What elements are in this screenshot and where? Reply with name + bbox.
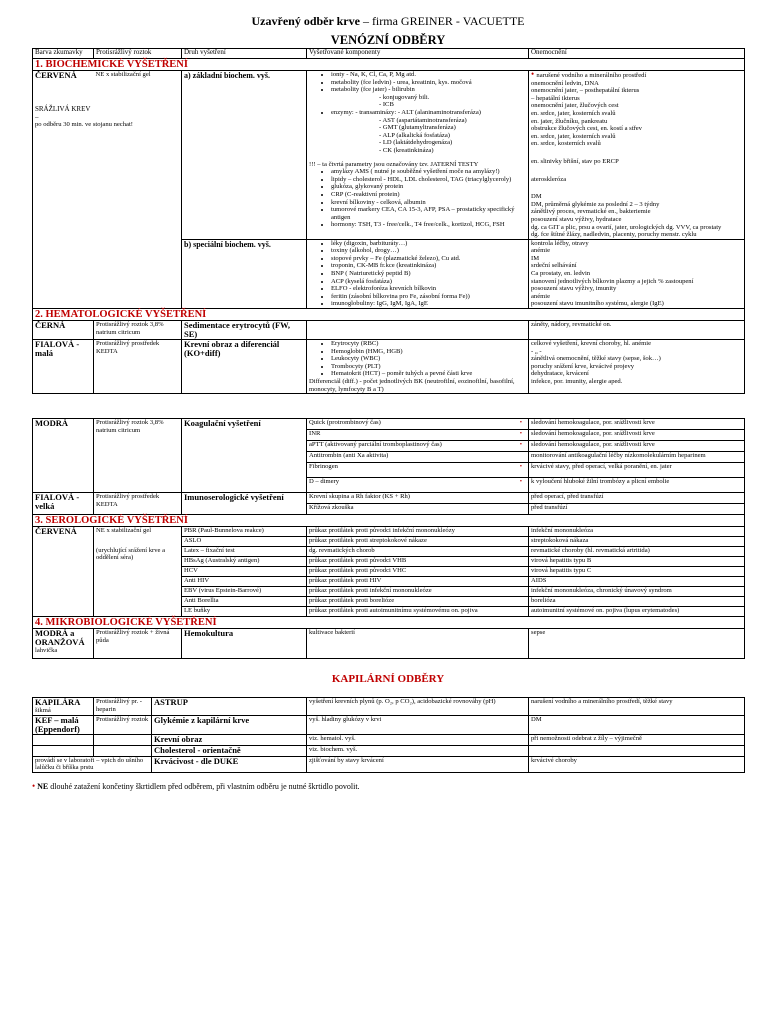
footer-text: dlouhé zatažení končetiny škrtidlem před odběrem, při vlastním odběru je nutné škrtidlo povolit. bbox=[48, 781, 360, 791]
disease-cell: krvácivé stavy, před operací, velká poranění, en. jater bbox=[529, 463, 745, 478]
disease-item: IM bbox=[531, 254, 540, 262]
col-components-header: Vyšetřované komponenty bbox=[307, 49, 529, 59]
component-item: - CK (kreatinkináza) bbox=[379, 146, 434, 154]
tube-cell bbox=[33, 715, 94, 734]
capillary-row bbox=[33, 734, 745, 745]
anticoag-cell: Protisrážlivý prostředek KEDTA bbox=[94, 493, 182, 515]
disease-item: infekce, por. imunity, alergie aped. bbox=[531, 378, 623, 385]
component-item: - ALP (alkalická fosfatáza) bbox=[379, 131, 450, 139]
tube-color-2: lahvička bbox=[35, 647, 58, 655]
clot-note-2: po odběru 30 min. ve stojanu nechat! bbox=[35, 121, 133, 129]
tube-cell bbox=[33, 527, 94, 617]
disease-special bbox=[529, 239, 745, 308]
section-label: 2. HEMATOLOGICKÉ VYŠETŘENÍ bbox=[33, 309, 745, 321]
disease-item: • narušené vodního a minerálního prostředí bbox=[531, 69, 647, 79]
tube-color: FIALOVÁ - malá bbox=[35, 339, 80, 359]
component-cell: průkaz protilátek proti streptokokové nákaze bbox=[307, 537, 529, 547]
component-cell bbox=[307, 321, 529, 340]
disease-cell bbox=[529, 321, 745, 340]
clot-note: SRÁŽLIVÁ KREV – bbox=[35, 105, 91, 121]
disease-item: celkové vyšetření, krevní choroby, hl. anémie bbox=[531, 340, 652, 348]
bullet-icon bbox=[515, 493, 529, 504]
disease-cell: před operací, před transfúzí bbox=[529, 493, 745, 504]
capillary-title: KAPILÁRNÍ ODBĚRY bbox=[331, 673, 445, 686]
exam-cell: Glykémie z kapilární krve bbox=[152, 715, 307, 734]
component-item: - AST (aspartátaminotransferáza) bbox=[379, 116, 467, 124]
component-item: • metabolity (fce jater) - bilirubin bbox=[331, 86, 526, 94]
exam-cell: LE buňky bbox=[182, 607, 307, 617]
title-bold: Uzavřený odběr krve bbox=[251, 14, 360, 28]
component-cell: průkaz protilátek proti infekční mononukleóze bbox=[307, 587, 529, 597]
disease-item: zánětlivý proces, revmatické en., bakteriemie bbox=[531, 208, 651, 216]
component-cell: zjišťování by stavy krvácení bbox=[307, 756, 529, 772]
disease-cell: infekční mononukleóza, chronický únavový syndrom bbox=[529, 587, 745, 597]
section-label: 4. MIKROBIOLOGICKÉ VYŠETŘENÍ bbox=[33, 617, 745, 629]
capillary-row bbox=[33, 745, 745, 756]
exam-cell: PBR (Paul-Bunnelova reakce) bbox=[182, 527, 307, 537]
disease-item: dg. ca GIT a plic, prsu a ovarií, jater, urologických dg. VVV, ca prostaty bbox=[531, 223, 722, 231]
component-item: • amylázy AMS ( nutné je souběžné vyšetření moče na amylázy!) bbox=[331, 168, 526, 176]
tube-color: KEF – malá (Eppendorf) bbox=[35, 714, 80, 734]
coag-rows bbox=[33, 419, 745, 515]
disease-item: en. slinivky břišní, stav po ERCP bbox=[531, 157, 619, 165]
disease-cell: virová hepatitis typu B bbox=[529, 557, 745, 567]
anticoag-cell bbox=[94, 745, 152, 756]
exam-cell: Cholesterol - orientačně bbox=[152, 745, 307, 756]
col-exam-header: Druh vyšetření bbox=[182, 49, 307, 59]
disease-cell: monitorování antikoagulační léčby nízkomolekulárním heparinem bbox=[529, 452, 745, 463]
coag-row bbox=[33, 493, 745, 504]
component-item: • lipidy – cholesterol - HDL, LDL cholesterol, TAG (triacylglyceroly) bbox=[331, 176, 526, 184]
tube-cell bbox=[33, 698, 94, 716]
disease-item: anémie bbox=[531, 292, 551, 300]
exam-cell: HCV bbox=[182, 567, 307, 577]
exam-cell: Koagulační vyšetření bbox=[182, 419, 307, 493]
component-item: • CRP (C-reaktivní protein) bbox=[331, 191, 526, 199]
component-cell: kultivace bakterií bbox=[307, 629, 529, 659]
section-biochem bbox=[33, 59, 745, 71]
disease-item: srdeční selhávání bbox=[531, 262, 577, 270]
disease-item: dg. fce štítné žlázy, nadledvin, placenty, poruchy menstr. cyklu bbox=[531, 231, 697, 239]
component-cell: D – dimery bbox=[307, 478, 515, 493]
col-anticoag-header: Protisrážlivý roztok bbox=[94, 49, 182, 59]
disease-item: DM bbox=[531, 193, 542, 201]
exam-cell: Hemokultura bbox=[182, 629, 307, 659]
disease-cell: infekční mononukleóza bbox=[529, 527, 745, 537]
disease-item: onemocnění jater, – posthepatální ikterus bbox=[531, 87, 640, 95]
exam-basic: a) základní biochem. vyš. bbox=[182, 71, 307, 240]
disease-cell: borelióza bbox=[529, 597, 745, 607]
tube-color-2: šikmá bbox=[35, 707, 51, 715]
component-item: • stopové prvky – Fe (plazmatické železo), Cu atd. bbox=[331, 255, 526, 263]
exam-cell: Krvácivost - dle DUKE bbox=[152, 756, 307, 772]
bullet-icon: • bbox=[515, 441, 529, 452]
component-cell: dg. revmatických chorob bbox=[307, 547, 529, 557]
hematology-row bbox=[33, 321, 745, 340]
capillary-table bbox=[32, 697, 745, 773]
bullet-icon: • bbox=[32, 780, 36, 791]
tube-color: ČERVENÁ bbox=[35, 70, 77, 80]
tube-cell bbox=[33, 756, 152, 772]
disease-cell: krvácivé choroby bbox=[529, 756, 745, 772]
anticoag-cell: Protisrážlivý roztok 3,8% natrium citricum bbox=[94, 321, 182, 340]
components-basic bbox=[307, 71, 529, 240]
component-cell: průkaz protilátek proti původci VHB bbox=[307, 557, 529, 567]
component-item: • tumorové markery CEA, CA 15-3, AFP, PSA – prostaticky specifický antigen bbox=[331, 206, 526, 221]
disease-item: – hepatální ikterus bbox=[531, 94, 580, 102]
disease-cell: streptokoková nákaza bbox=[529, 537, 745, 547]
disease-item: en. srdce, jater, kosterních svalů bbox=[531, 109, 616, 117]
tube-color: MODRÁ a ORANŽOVÁ bbox=[35, 628, 85, 648]
col-disease-header: Onemocnění bbox=[529, 49, 745, 59]
anticoag-cell: Protisrážlivý roztok bbox=[94, 715, 152, 734]
disease-item: posouzení stavu výživy, imunity bbox=[531, 285, 617, 293]
component-item: • hormony: TSH, T3 - free/celk., T4 free/celk., kortizol, HCG, FSH bbox=[331, 221, 526, 229]
exam-cell: Latex – fixační test bbox=[182, 547, 307, 557]
disease-item: en. srdce, jater, kosterních svalů bbox=[531, 132, 616, 140]
special-component-list bbox=[309, 240, 526, 308]
serology-rows bbox=[33, 527, 745, 617]
component-cell: Křížová zkouška bbox=[307, 504, 515, 515]
exam-cell: EBV (virus Epstein-Barrové) bbox=[182, 587, 307, 597]
disease-item: en. jater, žlučníku, pankreatu bbox=[531, 117, 608, 125]
microbiology-row bbox=[33, 629, 745, 659]
anticoag-cell: Protisrážlivý prostředek KEDTA bbox=[94, 340, 182, 394]
header-row bbox=[33, 49, 745, 59]
disease-item: Ca prostaty, en. ledvin bbox=[531, 270, 591, 278]
tube-color: KAPILÁRA bbox=[35, 697, 81, 708]
bullet-icon: • bbox=[515, 419, 529, 430]
component-item: - LD (laktátdehydrogenáza) bbox=[379, 139, 453, 147]
component-item: • Erytrocyty (RBC) bbox=[331, 340, 526, 348]
component-item: • Leukocyty (WBC) bbox=[331, 355, 526, 363]
document-subtitle: VENÓZNÍ ODBĚRY bbox=[330, 33, 446, 47]
tube-cell bbox=[33, 734, 94, 745]
anticoag-cell: NE x stabilizační gel bbox=[94, 71, 182, 309]
disease-cell: při nemožnosti odebrat z žíly – výjimečně bbox=[529, 734, 745, 745]
exam-cell: Krevní obraz bbox=[152, 734, 307, 745]
disease-item: dehydratace, krvácení bbox=[531, 370, 589, 378]
disease-cell: sledování hemokoagulace, por. srážlivosti krve bbox=[529, 441, 745, 452]
disease-item: anémie bbox=[531, 247, 551, 255]
disease-item: záněty, nádory, revmatické on. bbox=[531, 321, 612, 329]
anticoag-cell bbox=[94, 734, 152, 745]
anticoag-cell: Protisrážlivý pr. - heparin bbox=[94, 698, 152, 716]
component-item: • krevní bílkoviny - celková, albumin bbox=[331, 199, 526, 207]
component-item: • troponin, CK-MB fr.kce (kreatinkináza) bbox=[331, 262, 526, 270]
bullet-icon: • bbox=[515, 478, 529, 493]
component-item: • Hemoglobin (HMG, HGB) bbox=[331, 348, 526, 356]
tube-cell bbox=[33, 340, 94, 394]
tube-color: FIALOVÁ - velká bbox=[35, 492, 80, 512]
components-special bbox=[307, 239, 529, 308]
venous-table bbox=[32, 48, 745, 394]
component-cell: vyšetření krevních plynů (p. O₂, p CO₂), acidobazické rovnováhy (pH) bbox=[307, 698, 529, 716]
component-cell: vyš. hladiny glukózy v krvi bbox=[307, 715, 529, 734]
anticoag-text: NE x stabilizační gel bbox=[96, 527, 152, 535]
component-cell: průkaz protilátek proti autoimunitnímu systémovému on. pojiva bbox=[307, 607, 529, 617]
document-title bbox=[32, 14, 744, 29]
anticoag-cell: Protisrážlivý roztok + živná půda bbox=[94, 629, 182, 659]
exam-cell: Anti HIV bbox=[182, 577, 307, 587]
tube-cell bbox=[33, 493, 94, 515]
exam-cell: Anti Borellia bbox=[182, 597, 307, 607]
title-rest: – firma GREINER - VACUETTE bbox=[359, 14, 525, 28]
col-tube-header: Barva zkumavky bbox=[33, 49, 94, 59]
disease-cell bbox=[529, 745, 745, 756]
component-item: !!! – ta čtvrtá parametry jsou označovány tzv. JATERNÍ TESTY bbox=[309, 160, 479, 168]
disease-item: poruchy srážení krve, krvácivé projevy bbox=[531, 362, 635, 370]
component-cell: Antitrombin (anti Xa aktivita) bbox=[307, 452, 515, 463]
exam-cell: ASLO bbox=[182, 537, 307, 547]
disease-cell bbox=[529, 340, 745, 394]
component-item: - ICB bbox=[379, 101, 394, 109]
disease-item: zánětlivá onemocnění, těžké stavy (sepse, šok…) bbox=[531, 355, 661, 363]
component-cell: průkaz protilátek proti HIV bbox=[307, 577, 529, 587]
component-item: • glukóza, glykovaný protein bbox=[331, 183, 526, 191]
component-item: • léky (digoxin, barbituráty…) bbox=[331, 240, 526, 248]
disease-cell: sledování hemokoagulace, por. srážlivosti krve bbox=[529, 419, 745, 430]
tube-cell bbox=[33, 419, 94, 493]
capillary-rows bbox=[33, 698, 745, 773]
component-item: • BNP ( Natriuretický peptid B) bbox=[331, 270, 526, 278]
disease-item: obstrukce žlučových cest, en. kostí a střev bbox=[531, 125, 642, 133]
component-cell: viz. hematol. vyš. bbox=[307, 734, 529, 745]
component-cell: Fibrinogen bbox=[307, 463, 515, 478]
disease-item: onemocnění jater, žlučových cest bbox=[531, 102, 619, 110]
disease-item: stanovení jednotlivých bílkovin plazmy a jejich % zastoupení bbox=[531, 277, 694, 285]
exam-cell: Krevní obraz a diferenciál (KO+diff) bbox=[182, 340, 307, 394]
exam-special: b) speciální biochem. vyš. bbox=[182, 239, 307, 308]
section-microbiology bbox=[33, 617, 745, 629]
exam-cell: Sedimentace erytrocytů (FW, SE) bbox=[182, 321, 307, 340]
anticoag-note: (urychlující srážení krve a oddělení séra) bbox=[96, 546, 166, 562]
exam-cell: ASTRUP bbox=[152, 698, 307, 716]
section-hematology bbox=[33, 309, 745, 321]
anticoag-cell: Protisrážlivý roztok 3,8% natrium citricum bbox=[94, 419, 182, 493]
coag-table bbox=[32, 418, 745, 659]
disease-item: posouzení stavu výživy, hydratace bbox=[531, 215, 622, 223]
component-cell: Quick (protrombinový čas) bbox=[307, 419, 515, 430]
component-item: • Hematokrit (HCT) – poměr tuhých a pevné části krve bbox=[331, 370, 526, 378]
component-cell: průkaz protilátek proti původci infekční mononukleózy bbox=[307, 527, 529, 537]
exam-cell: Imunoserologické vyšetření bbox=[182, 493, 307, 515]
component-item: • ACP (kyselá fosfatáza) bbox=[331, 278, 526, 286]
tube-cell bbox=[33, 629, 94, 659]
component-item: - GMT (glutamyltransferáza) bbox=[379, 124, 456, 132]
component-item: • Trombocyty (PLT) bbox=[331, 363, 526, 371]
component-cell: Krevní skupina a Rh faktor (KS + Rh) bbox=[307, 493, 515, 504]
disease-cell: AIDS bbox=[529, 577, 745, 587]
disease-item: ateroskleróza bbox=[531, 175, 567, 183]
component-item: • toxiny (alkohol, drogy…) bbox=[331, 247, 526, 255]
anticoag-cell bbox=[94, 527, 182, 617]
component-cell: průkaz protilátek proti původci VHC bbox=[307, 567, 529, 577]
disease-cell: DM bbox=[529, 715, 745, 734]
hematology-rows bbox=[33, 321, 745, 394]
footer-note bbox=[32, 781, 744, 791]
component-item: • imunoglobuliny: IgG, IgM, IgA, IgE bbox=[331, 300, 526, 308]
section-serology bbox=[33, 515, 745, 527]
disease-cell: před transfúzí bbox=[529, 504, 745, 515]
capillary-row bbox=[33, 698, 745, 716]
special-disease-list bbox=[531, 240, 742, 308]
document-page bbox=[32, 14, 744, 791]
disease-item: en. srdce, kosterních svalů bbox=[531, 140, 601, 148]
tube-cell bbox=[33, 321, 94, 340]
procedure-note: provádí se v laboratoři – vpich do ušního lalůčku či bříška prstu bbox=[35, 756, 144, 772]
tube-color: ČERNÁ bbox=[35, 320, 66, 331]
footer-bold: NE bbox=[37, 781, 49, 791]
tube-color: ČERVENÁ bbox=[35, 526, 77, 537]
tube-cell bbox=[33, 745, 94, 756]
disease-item: posouzení stavu imunitního systému, alergie (IgE) bbox=[531, 300, 664, 308]
basic-component-list bbox=[309, 71, 526, 229]
component-cell: aPTT (aktivovaný parciální tromboplastinový čas) bbox=[307, 441, 515, 452]
disease-item: - „ - bbox=[531, 347, 542, 355]
capillary-row bbox=[33, 756, 745, 772]
component-item: • feritin (zásobní bílkovina pro Fe, zásobní forma Fe)) bbox=[331, 293, 526, 301]
basic-disease-list bbox=[531, 71, 742, 239]
bullet-icon: • bbox=[531, 69, 537, 79]
component-cell: viz. biochem. vyš. bbox=[307, 745, 529, 756]
component-list bbox=[309, 340, 526, 378]
bullet-icon: • bbox=[515, 430, 529, 441]
tube-color: MODRÁ bbox=[35, 418, 69, 429]
disease-cell: autoimunitní systémové on. pojiva (lupus erytematodes) bbox=[529, 607, 745, 617]
bullet-icon bbox=[515, 504, 529, 515]
disease-basic bbox=[529, 71, 745, 240]
disease-item: DM, průměrná glykémie za poslední 2 – 3 týdny bbox=[531, 200, 660, 208]
component-tail: Differenciál (diff.) - počet jednotlivých BK (neutrofilní, eozinofilní, basofilní, monocyty, lymfocyty B a T) bbox=[309, 378, 515, 393]
component-cell: INR bbox=[307, 430, 515, 441]
coag-row bbox=[33, 419, 745, 430]
disease-cell: virová hepatitis typu C bbox=[529, 567, 745, 577]
section-label: 1. BIOCHEMICKÉ VYŠETŘENÍ bbox=[33, 59, 745, 71]
disease-item: kontrola léčby, otravy bbox=[531, 239, 589, 247]
disease-cell: revmatické choroby (hl. revmatická artritida) bbox=[529, 547, 745, 557]
exam-cell: HBsAg (Australský antigen) bbox=[182, 557, 307, 567]
component-item: - konjugovaný bili. bbox=[379, 93, 430, 101]
component-item: • ionty - Na, K, Cl, Ca, P, Mg atd. bbox=[331, 71, 526, 79]
component-cell: průkaz protilátek proti borelióze bbox=[307, 597, 529, 607]
serology-row bbox=[33, 527, 745, 537]
disease-cell: sepse bbox=[529, 629, 745, 659]
component-item: • ELFO - elektroforéza krevních bílkovin bbox=[331, 285, 526, 293]
hematology-row bbox=[33, 340, 745, 394]
disease-cell: narušení vodního a minerálního prostředí, těžké stavy bbox=[529, 698, 745, 716]
section-label: 3. SEROLOGICKÉ VYŠETŘENÍ bbox=[33, 515, 745, 527]
capillary-row bbox=[33, 715, 745, 734]
component-item: • enzymy: - transaminázy: - ALT (alaninaminotransferáza) bbox=[331, 109, 526, 117]
disease-item: onemocnění ledvin, DNA bbox=[531, 79, 599, 87]
bullet-icon bbox=[515, 452, 529, 463]
component-item: • metabolity (fce ledvin) - urea, kreatinin, kys. močová bbox=[331, 79, 526, 87]
disease-cell: k vyloučení hluboké žilní trombózy a plicní embolie bbox=[529, 478, 745, 493]
disease-cell: sledování hemokoagulace, por. srážlivosti krve bbox=[529, 430, 745, 441]
component-cell bbox=[307, 340, 529, 394]
bullet-icon: • bbox=[515, 463, 529, 478]
biochem-basic-row bbox=[33, 71, 745, 240]
